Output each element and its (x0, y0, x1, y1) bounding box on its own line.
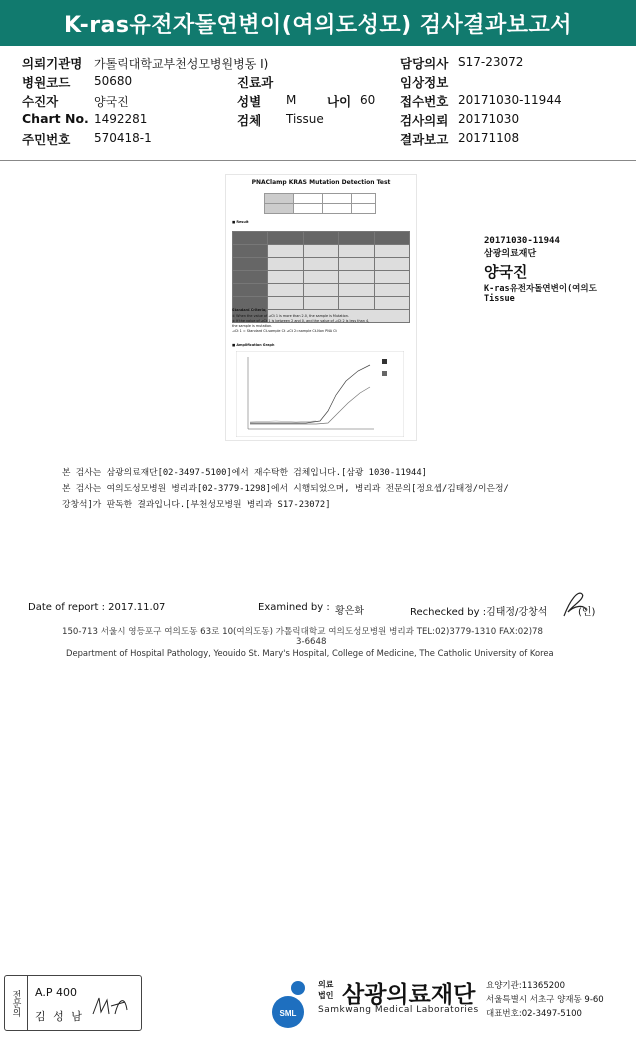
stamp-patient: 양국진 (484, 263, 528, 281)
lab-address: 150-713 서울시 영등포구 여의도동 63로 10(여의도동) 가톨릭대학교 여의도성모병원 병리과 TEL:02)3779-1310 FAX:02)78 (62, 627, 543, 637)
org-phone: 대표번호:02-3497-5100 (486, 1009, 582, 1019)
result-header: ■ Result (232, 220, 249, 224)
amplification-graph (236, 351, 404, 437)
report-title: K-ras유전자돌연변이(여의도성모) 검사결과보고서 (0, 0, 636, 46)
lab-department: Department of Hospital Pathology, Yeouido St. Mary's Hospital, College of Medicine, The Catholic University of Korea (66, 648, 554, 658)
criteria-line-2: ② If the value of ⊿Ct 1 is between 2 and 0, and the value of ⊿Ct 2 is less than 4, (232, 319, 370, 323)
note-line: 본 검사는 여의도성모병원 병리과[02-3779-1298]에서 시행되었으며, 병리과 전문의[정요셉/김태정/이은정/ (62, 484, 509, 494)
chart-label: Chart No. (22, 111, 89, 126)
logo-sub: Samkwang Medical Laboratories (318, 1005, 479, 1015)
sample-info-table (264, 193, 376, 214)
specialist-box (4, 975, 142, 1031)
examined-value: 황은화 (335, 606, 364, 617)
stamp-test: K-ras유전자돌연변이(여의도 (484, 284, 597, 294)
hospital-label: 의뢰기관명 (22, 56, 83, 71)
accession-label: 접수번호 (400, 94, 449, 109)
patient-label: 수진자 (22, 94, 59, 109)
doctor-label: 담당의사 (400, 56, 449, 71)
lab-stamp (484, 236, 636, 304)
id-label: 주민번호 (22, 132, 71, 147)
specialist-vertical-label: 전문의 (5, 976, 28, 1030)
criteria-line-3: the sample is mutation. (232, 324, 273, 328)
rechecked-label: Rechecked by :김태정/강창석 (410, 607, 548, 618)
stamp-org: 삼광의료재단 (484, 249, 537, 259)
examined-label: Examined by : (258, 602, 330, 613)
lab-fax: 3-6648 (296, 637, 327, 647)
bottom-bar (0, 970, 636, 1041)
department-label: 진료과 (237, 75, 274, 90)
specimen-label: 검체 (237, 113, 262, 128)
logo-badge: SML (279, 1009, 297, 1018)
stamp-accession: 20171030-11944 (484, 236, 560, 246)
hospital-code-label: 병원코드 (22, 75, 71, 90)
note-line: 본 검사는 삼광의료재단[02-3497-5100]에서 재수탁한 검체입니다.[삼광 1030-11944] (62, 468, 427, 478)
report-date-value: 20171108 (458, 131, 520, 145)
chart-value: 1492281 (94, 112, 148, 126)
ap-number: A.P 400 (35, 986, 77, 999)
request-date-value: 20171030 (458, 112, 520, 126)
logo-small-2: 법인 (318, 991, 334, 1000)
accession-value: 20171030-11944 (458, 93, 562, 107)
report-notes (62, 465, 509, 513)
logo-small-1: 의료 (318, 980, 334, 989)
report-date-label: 결과보고 (400, 132, 449, 147)
clinical-label: 임상정보 (400, 75, 449, 90)
criteria-line-1: ① When the value of ⊿Ct 1 is more than 2.0, the sample is Mutation. (232, 314, 349, 318)
hospital-value: 가톨릭대학교부천성모병원병동 I) (94, 57, 269, 71)
specialist-name: 김 성 남 (35, 1010, 84, 1023)
sml-logo-icon (268, 978, 318, 1030)
stamp-specimen: Tissue (484, 294, 515, 304)
specimen-value: Tissue (286, 112, 324, 126)
specialist-signature-icon (91, 992, 131, 1020)
sex-value: M (286, 93, 297, 107)
graph-header: ■ Amplification Graph (232, 343, 275, 347)
divider (0, 160, 636, 161)
signature-icon (560, 588, 590, 620)
hospital-code-value: 50680 (94, 74, 133, 88)
scanned-report-title: PNAClamp KRAS Mutation Detection Test (251, 179, 391, 186)
sex-label: 성별 (237, 94, 262, 109)
report-date: Date of report : 2017.11.07 (28, 602, 166, 613)
note-line: 강창석]가 판독한 결과입니다.[부천성모병원 병리과 S17-23072] (62, 500, 331, 510)
request-date-label: 검사의뢰 (400, 113, 449, 128)
criteria-line-4: ⊿Ct 1 = Standard Ct-sample Ct ⊿Ct 2=sample Ct-Non PNA Ct (232, 329, 337, 333)
scanned-report-image (225, 174, 417, 441)
id-value: 570418-1 (94, 131, 152, 145)
age-value: 60 (360, 93, 376, 107)
org-address: 서울특별시 서초구 양재동 9-60 (486, 995, 604, 1005)
rechecked-seal: (인) (578, 607, 596, 618)
logo-main: 삼광의료재단 (342, 982, 476, 1008)
org-code: 요양기관:11365200 (486, 981, 565, 991)
age-label: 나이 (327, 94, 352, 109)
criteria-title: Standard Criteria; (232, 308, 267, 312)
patient-value: 양국진 (94, 95, 129, 109)
doctor-value: S17-23072 (458, 55, 524, 69)
